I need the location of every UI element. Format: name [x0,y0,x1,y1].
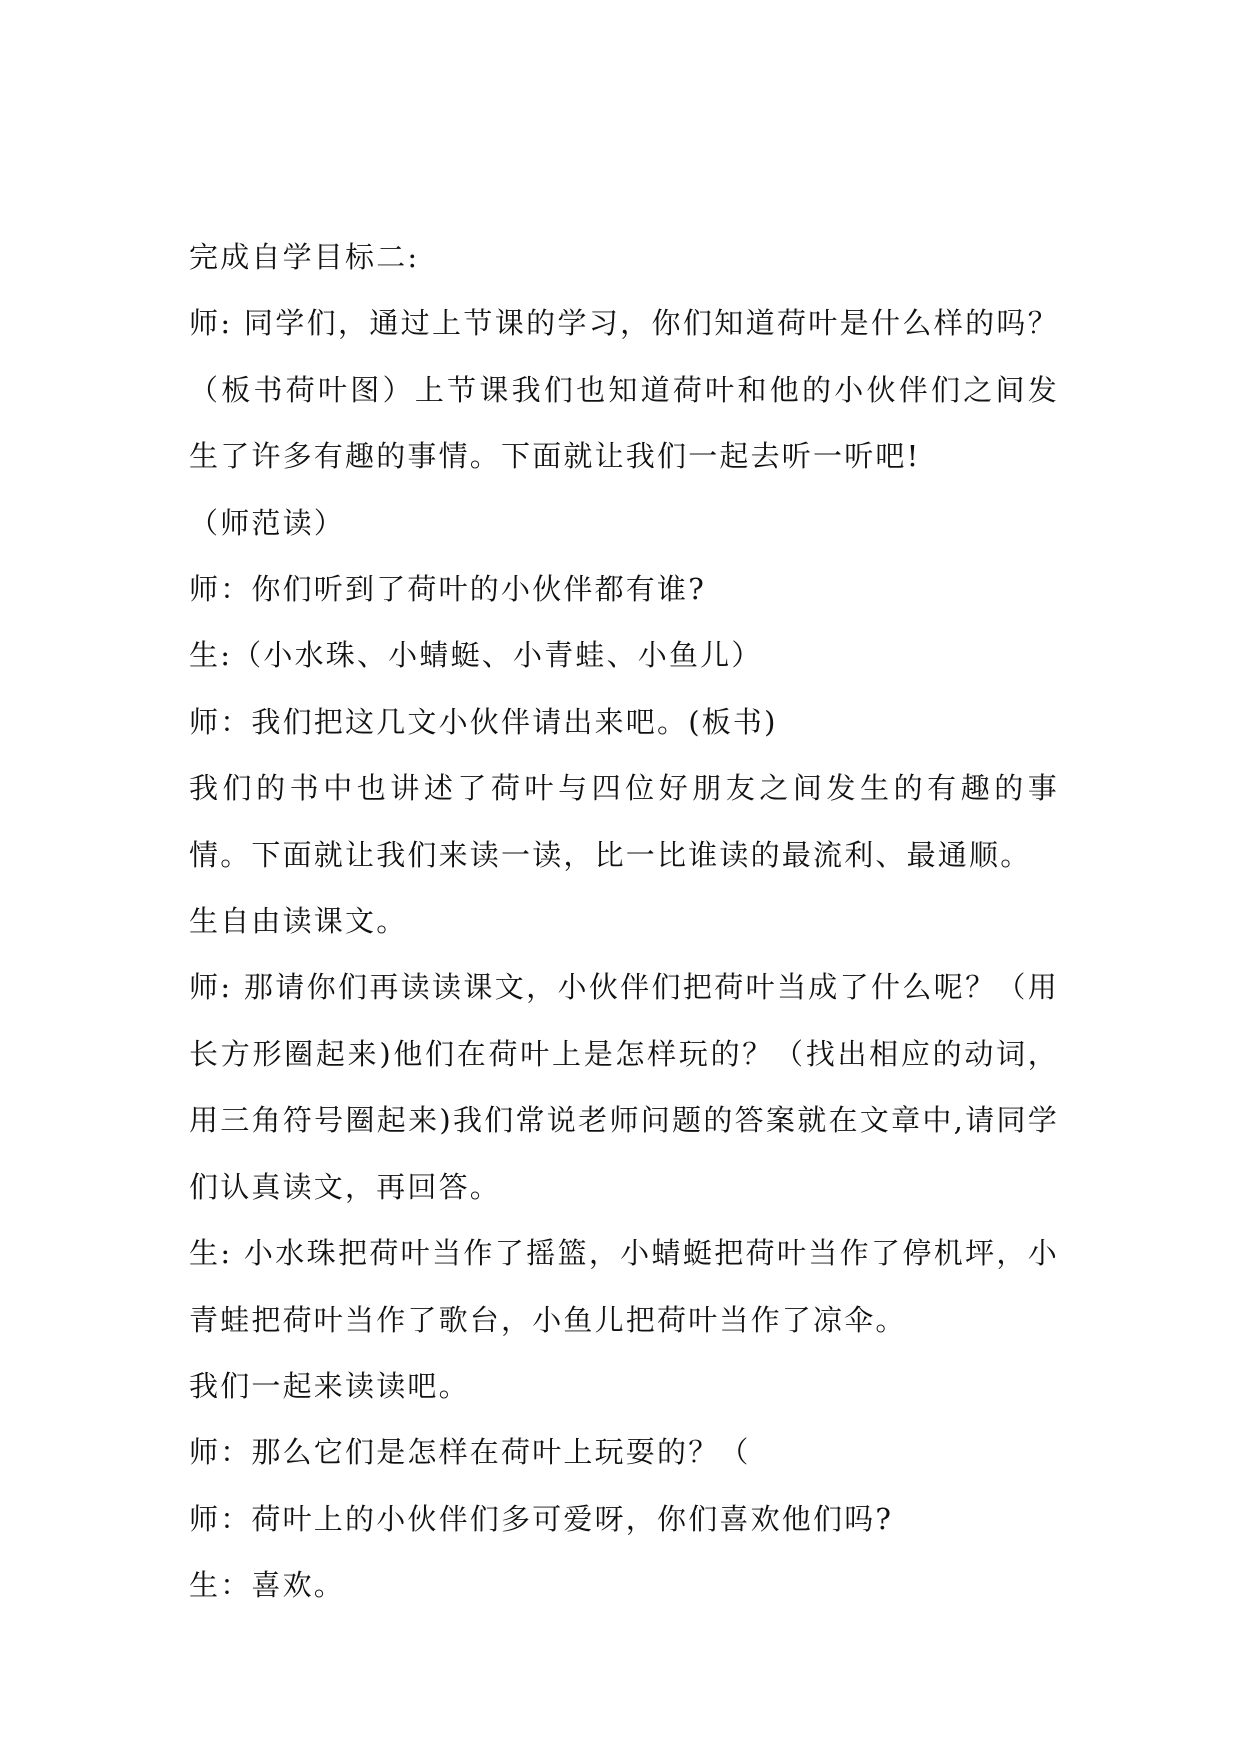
paragraph-teacher-question: 师：你们听到了荷叶的小伙伴都有谁? [189,572,706,607]
paragraph-teacher-intro: 师: 同学们，通过上节课的学习，你们知道荷叶是什么样的吗？（板书荷叶图）上节课我们也知道荷叶和他的小伙伴们之间发生了许多有趣的事情。下面就让我们一起去听一听吧! [189,306,1059,474]
paragraph-teacher-reread: 师: 那请你们再读读课文，小伙伴们把荷叶当成了什么呢？（用长方形圈起来)他们在荷叶上是怎样玩的？（找出相应的动词，用三角符号圈起来)我们常说老师问题的答案就在文章中,请同学们认真读文，再回答。 [189,970,1059,1204]
paragraph-student-answer: 生:（小水珠、小蜻蜓、小青蛙、小鱼儿） [189,638,763,673]
paragraph-teacher-board: 师：我们把这几文小伙伴请出来吧。(板书) [189,704,778,739]
paragraph-heading: 完成自学目标二: [189,240,420,274]
document-body [189,224,1059,1619]
paragraph-teacher-like: 师：荷叶上的小伙伴们多可爱呀，你们喜欢他们吗? [189,1501,894,1536]
paragraph-student-reply: 生: 小水珠把荷叶当作了摇篮，小蜻蜓把荷叶当作了停机坪，小青蛙把荷叶当作了歌台，小鱼儿把荷叶当作了凉伞。 [189,1236,1059,1337]
paragraph-student-like: 生：喜欢。 [189,1568,346,1603]
paragraph-read-together: 我们一起来读读吧。 [189,1368,470,1403]
paragraph-free-reading: 生自由读课文。 [189,904,408,939]
paragraph-teacher-play: 师：那么它们是怎样在荷叶上玩耍的？（ [189,1435,751,1470]
paragraph-book-story: 我们的书中也讲述了荷叶与四位好朋友之间发生的有趣的事情。下面就让我们来读一读，比一比谁读的最流利、最通顺。 [189,771,1059,872]
paragraph-teacher-reads: （师范读） [189,505,346,540]
